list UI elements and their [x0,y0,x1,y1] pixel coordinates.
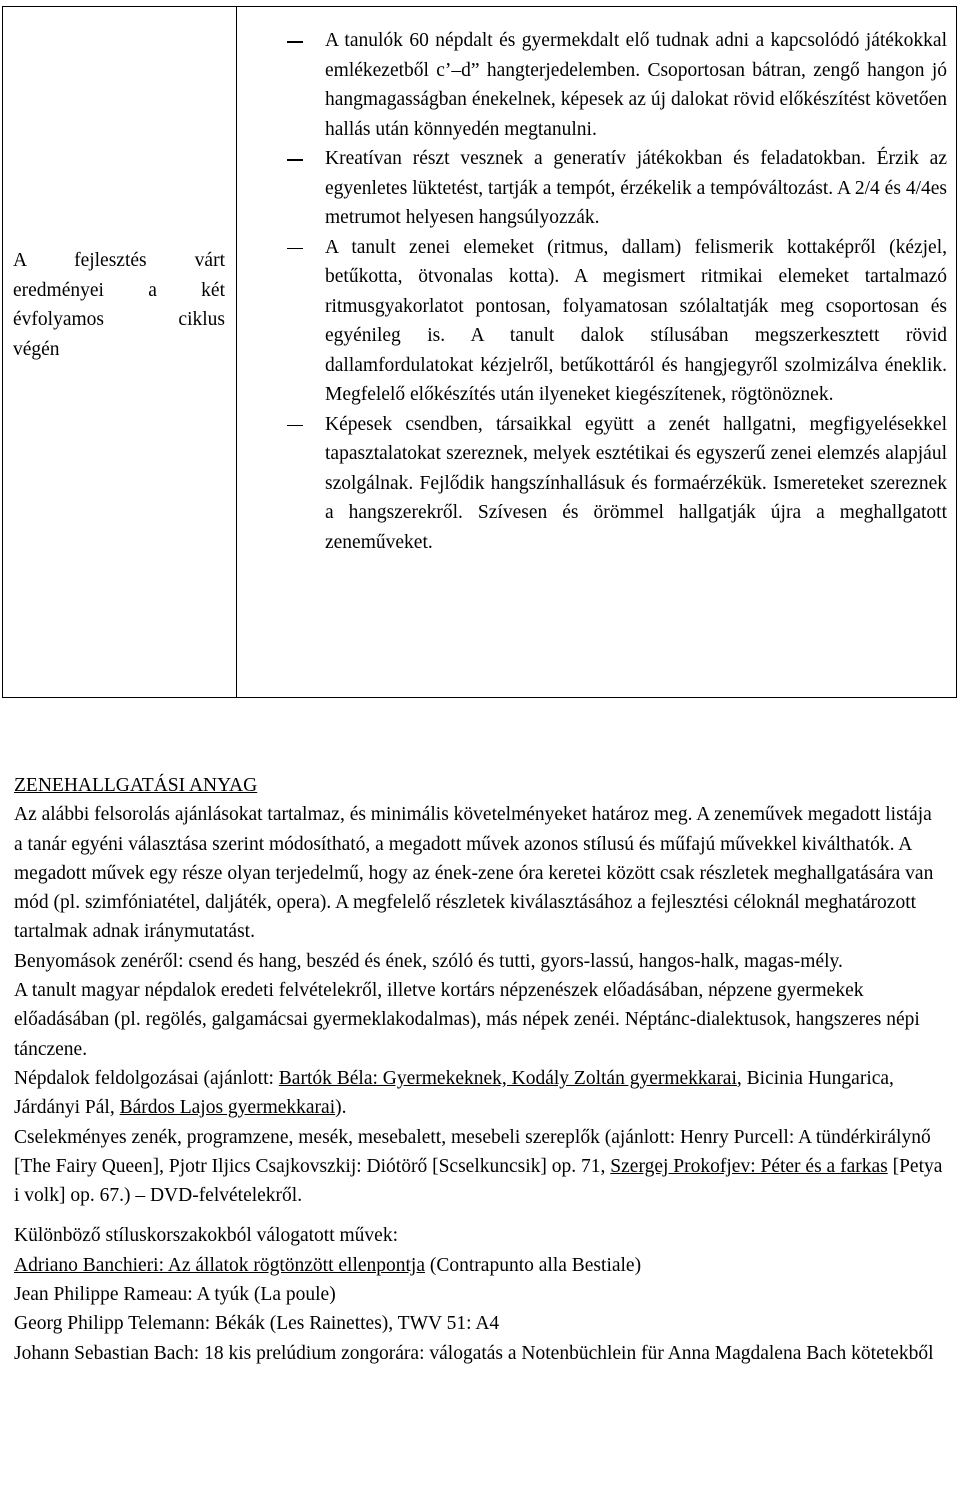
work-item: Johann Sebastian Bach: 18 kis prelúdium zongorára: válogatás a Notenbüchlein für Anna Magdalena Bach kötetekből [14,1342,934,1364]
outcomes-table [2,6,957,698]
left-cell-line: végén [13,339,60,361]
programmatic-link-prokofjev[interactable]: Szergej Prokofjev: Péter és a farkas [610,1155,888,1177]
outcome-text: A tanulók 60 népdalt és gyermekdalt elő tudnak adni a kapcsolódó játékokkal emlékezetből c’–d” hangterjedelemben. Csoportosan bátran, zengő hangon jó hangmagasságban énekelnek, képesek az új dalokat rövid előkészítést követően hallás után könnyedén megtanulni. [325,30,947,140]
outcome-bullet [287,144,947,233]
styles-heading: Különböző stíluskorszakokból válogatott művek: [14,1225,398,1247]
work-banchieri-rest: (Contrapunto alla Bestiale) [425,1254,642,1276]
programmatic-prefix: Cselekményes zenék, programzene, mesék, mesebalett, mesebeli szereplők (ajánlott: Henry Purcell: A tündérkirálynő [The Fairy Queen], Pjotr Iljics Csajkovszkij: Diótörő [Scselkuncsik] op. 71, [14,1126,931,1177]
outcome-bullet [287,410,947,558]
work-link-banchieri[interactable]: Adriano Banchieri: Az állatok rögtönzött ellenpontja [14,1254,426,1276]
arrangements-link-bartok-kodaly[interactable]: Bartók Béla: Gyermekeknek, Kodály Zoltán gyermekkarai [278,1067,737,1089]
paragraph-gap [14,1210,944,1221]
listening-material-section [14,771,944,1368]
intro-paragraph: Az alábbi felsorolás ajánlásokat tartalmaz, és minimális követelményeket határoz meg. A zeneművek megadott listája a tanár egyéni választása szerint módosítható, a megadott művek azonos stílusú és műfajú művekkel kiválthatók. A megadott művek egy része olyan terjedelmű, hogy az ének-zene óra keretei között csak részletek meghallgatására van mód (pl. szimfóniatétel, daljáték, opera). A megfelelő részletek kiválasztásához a fejlesztési céloknál meghatározott tartalmak adnak iránymutatást. [14,804,934,943]
programmatic-paragraph [14,1123,944,1211]
folk-paragraph: A tanult magyar népdalok eredeti felvételekről, illetve kortárs népzenészek előadásában, népzene gyermekek előadásában (pl. regölés, galgamácsai gyermeklakodalmas), más népek zenéi. Néptánc-dialektusok, hangszeres népi tánczene. [14,980,920,1060]
outcome-text: A tanult zenei elemeket (ritmus, dallam) felismerik kottaképről (kézjel, betűkotta, ötvonalas kotta). A megismert ritmikai elemeket tartalmazó ritmusgyakorlatot pontosan, folyamatosan szólaltatják meg csoportosan és egyénileg is. A tanult dalok stílusában megszerkesztett rövid dallamfordulatokat kézjelről, betűkottáról és hangjegyről szolmizálva éneklik. Megfelelő előkészítés után ilyeneket kiegészítenek, rögtönöznek. [325,236,947,405]
arrangements-paragraph [14,1064,944,1123]
outcome-text: Kreatívan részt vesznek a generatív játékokban és feladatokban. Érzik az egyenletes lüktetést, tartják a tempót, érzékelik a tempóváltozást. A 2/4 és 4/4es metrumot helyesen hangsúlyozzák. [325,148,947,228]
arrangements-link-bardos[interactable]: Bárdos Lajos gyermekkarai [119,1097,336,1119]
work-item: Jean Philippe Rameau: A tyúk (La poule) [14,1284,336,1306]
work-item [14,1251,944,1280]
arrangements-prefix: Népdalok feldolgozásai (ajánlott: [14,1067,279,1089]
table-right-cell [287,26,947,557]
arrangements-middle: , Bicinia Hungarica, Járdányi Pál, [14,1067,894,1119]
outcome-bullet [287,26,947,144]
arrangements-suffix: ). [335,1097,347,1119]
left-cell-line: eredményei a két [13,279,225,301]
outcome-bullet [287,233,947,410]
left-cell-line: A fejlesztés várt [13,250,225,271]
section-heading: ZENEHALLGATÁSI ANYAG [14,775,258,796]
table-column-divider [236,7,237,697]
left-cell-line: évfolyamos ciklus [13,309,225,331]
programmatic-suffix: [Petya i volk] op. 67.) – DVD-felvételekről. [14,1155,943,1207]
work-item: Georg Philipp Telemann: Békák (Les Rainettes), TWV 51: A4 [14,1313,500,1335]
outcome-text: Képesek csendben, társaikkal együtt a zenét hallgatni, megfigyelésekkel tapasztalatokat szereznek, melyek esztétikai és egyszerű zenei elemzés alapjául szolgálnak. Fejlődik hangszínhallásuk és formaérzékük. Ismereteket szereznek a hangszerekről. Szívesen és örömmel hallgatják újra a meghallgatott zeneműveket. [325,413,947,553]
impressions-paragraph: Benyomások zenéről: csend és hang, beszéd és ének, szóló és tutti, gyors-lassú, hangos-halk, magas-mély. [14,950,843,972]
table-left-cell [13,246,225,365]
